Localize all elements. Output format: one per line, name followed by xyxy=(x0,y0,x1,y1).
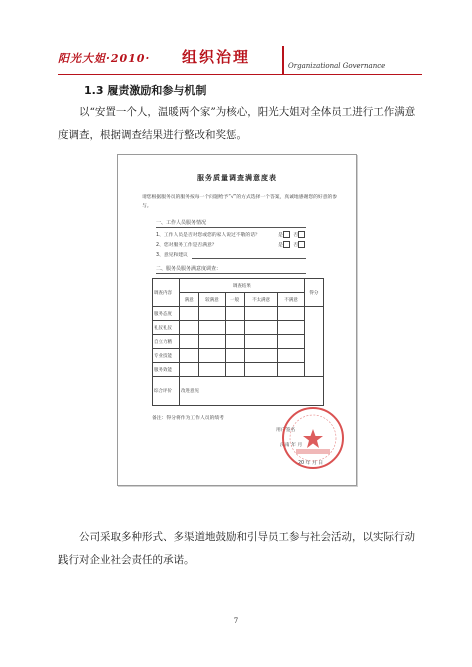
header-divider xyxy=(282,46,284,74)
table-row-label: 礼仪礼仪 xyxy=(153,321,180,335)
form-signature: 济南 年 月 xyxy=(280,443,303,448)
yes-label: 是 xyxy=(278,243,283,248)
table-header-score: 得分 xyxy=(304,279,323,307)
overall-comment: 改进意见 xyxy=(180,377,324,406)
table-row xyxy=(153,307,324,321)
table-col-header: 一般 xyxy=(225,293,244,307)
table-row-label: 自立力精 xyxy=(153,335,180,349)
table-row-label: 综合评价 xyxy=(153,377,180,406)
section-heading: 1.3 履责激励和参与机制 xyxy=(84,84,207,97)
paragraph-intro: 以“安置一个人，温暖两个家”为核心，阳光大姐对全体员工进行工作满意度调查，根据调查结果进行整改和奖惩。 xyxy=(58,106,416,141)
section-title: 组织治理 xyxy=(182,48,251,66)
no-label: 否 xyxy=(293,243,299,248)
yes-label: 是 xyxy=(278,233,283,238)
company-seal-icon xyxy=(280,405,346,471)
survey-form-image xyxy=(117,154,357,486)
form-rule xyxy=(192,258,306,259)
form-signature-label: 用户签名 xyxy=(276,428,296,433)
section-title-english: Organizational Governance xyxy=(288,62,386,70)
table-row xyxy=(153,335,324,349)
no-label: 否 xyxy=(293,233,299,238)
page-header xyxy=(58,44,418,74)
paragraph-social: 公司采取多种形式、多渠道地鼓励和引导员工参与社会活动，以实际行动践行对企业社会责任的承诺。 xyxy=(58,531,415,566)
form-title: 服务质量调查满意度表 xyxy=(197,174,277,182)
form-section-2: 二、服务员服务满意度调查： xyxy=(156,266,222,272)
form-answer-2 xyxy=(278,241,307,248)
table-col-header: 不太满意 xyxy=(244,293,278,307)
page-number: 7 xyxy=(233,617,239,625)
form-date: 20 年 月 日 xyxy=(298,461,324,466)
form-question-1: 1、工作人员是否对您或您的家人说过不敬的话？ xyxy=(156,233,260,238)
form-rule xyxy=(156,227,306,228)
form-remark: 备注：得分将作为工作人员的绩考 xyxy=(152,416,224,421)
checkbox-icon xyxy=(283,241,290,248)
table-row xyxy=(153,349,324,363)
form-question-2: 2、您对服务工作是否满意？ xyxy=(156,243,217,248)
table-col-header: 较满意 xyxy=(199,293,225,307)
form-section-1: 一、工作人员服务情况 xyxy=(156,220,207,226)
table-header-results: 调查结果 xyxy=(180,279,305,293)
table-header-items: 调查内容 xyxy=(153,279,180,307)
table-row xyxy=(153,363,324,377)
table-row-label: 服务效能 xyxy=(153,363,180,377)
form-rule xyxy=(156,273,306,274)
table-row xyxy=(153,377,324,406)
table-row xyxy=(153,321,324,335)
brand-logo-text: 阳光大姐·2010· xyxy=(58,52,151,65)
table-col-header: 不满意 xyxy=(278,293,304,307)
table-row-label: 专业技能 xyxy=(153,349,180,363)
checkbox-icon xyxy=(298,231,305,238)
form-question-3: 3、意见和建议 xyxy=(156,253,188,258)
survey-table xyxy=(152,278,324,406)
table-row-label: 服务态度 xyxy=(153,307,180,321)
checkbox-icon xyxy=(298,241,305,248)
table-col-header: 满意 xyxy=(180,293,199,307)
form-answer-1 xyxy=(278,231,307,238)
header-rule xyxy=(58,74,422,75)
checkbox-icon xyxy=(283,231,290,238)
form-intro: 请您根据服务员的服务按每一个问题给予“√”的方式选择一个答案，真诚地感谢您的好意的参与。 xyxy=(142,195,338,209)
